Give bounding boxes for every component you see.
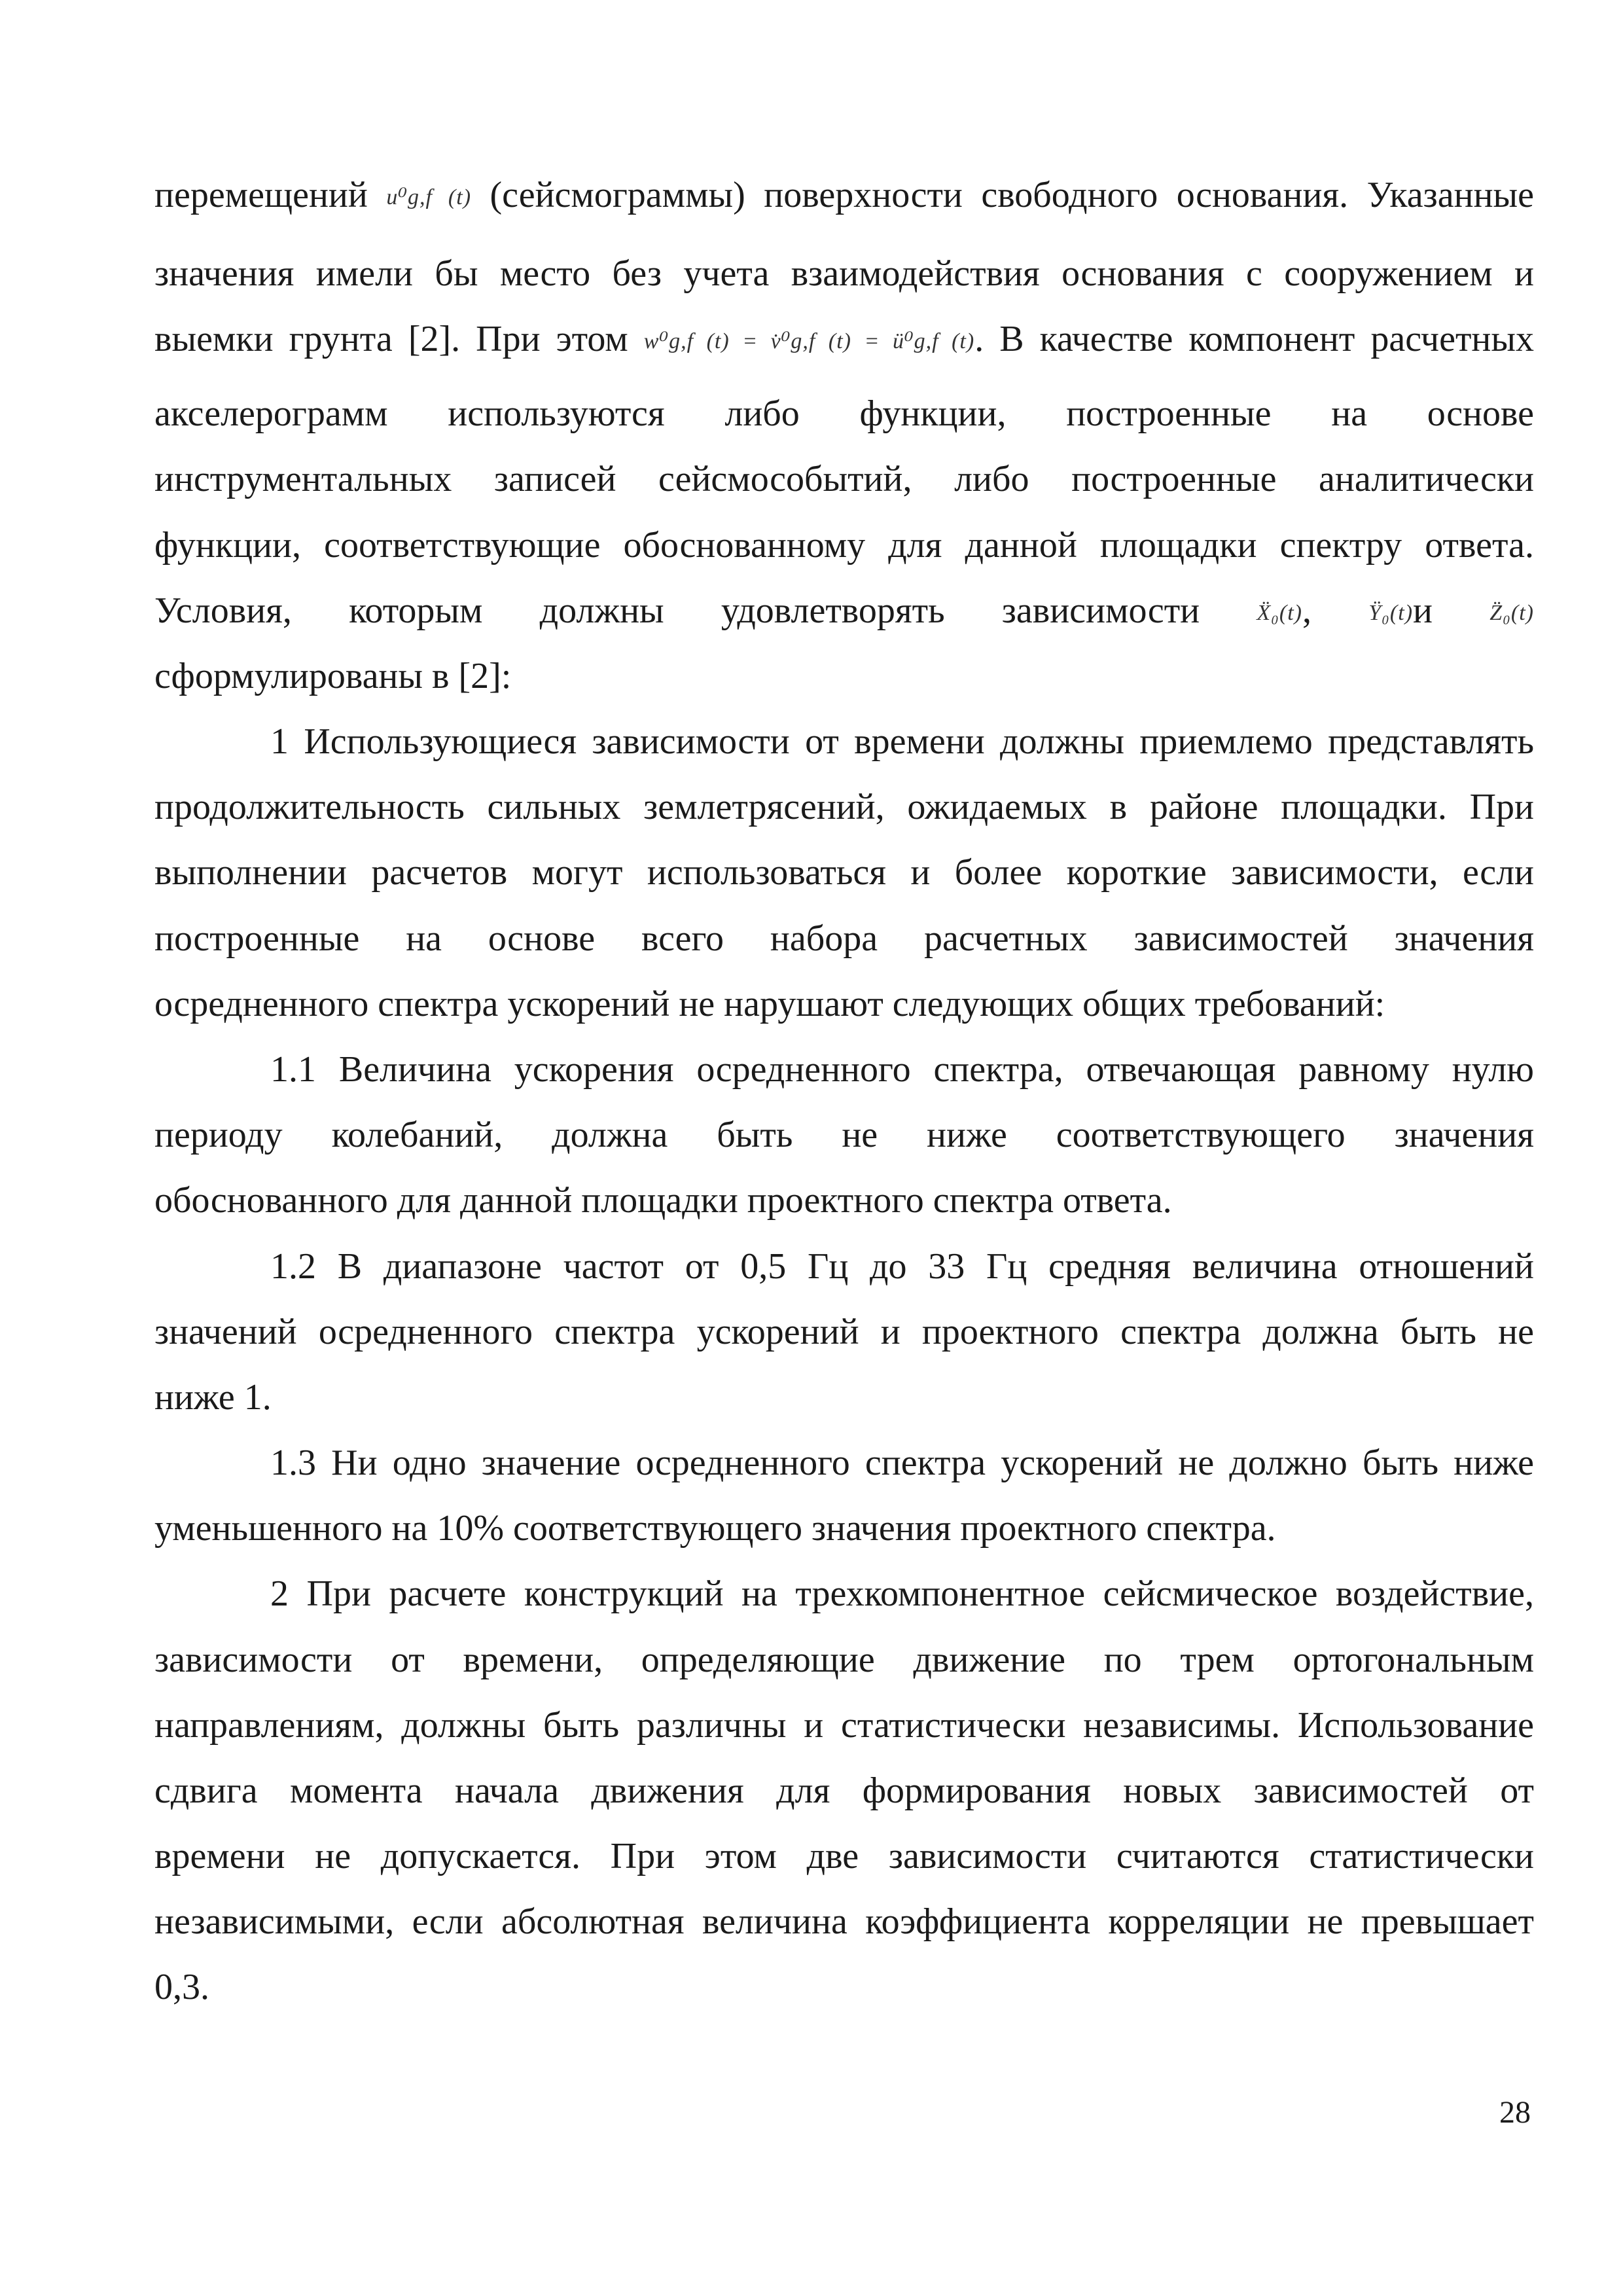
- text-line-12: построенные на основе всего набора расчетных зависимостей значения: [154, 918, 1534, 959]
- text-line-1: [154, 171, 1534, 219]
- text-line-15: периоду колебаний, должна быть не ниже соответствующего значения: [154, 1115, 1534, 1155]
- text-line-26: времени не допускается. При этом две зависимости считаются статистически: [154, 1836, 1534, 1876]
- text-line-3: [154, 315, 1534, 363]
- text-line-25: сдвига момента начала движения для формирования новых зависимостей от: [154, 1770, 1534, 1811]
- text-fragment: . В качестве компонент расчетных: [974, 319, 1535, 359]
- text-fragment: Условия, которым должны удовлетворять зависимости: [154, 590, 1200, 631]
- text-line-18: значений осредненного спектра ускорений и проектного спектра должна быть не: [154, 1312, 1534, 1352]
- text-line-6: функции, соответствующие обоснованному для данной площадки спектру ответа.: [154, 525, 1534, 565]
- text-line-7: [154, 587, 1534, 634]
- formula-w-equation: w⁰g,f (t) = v̇⁰g,f (t) = ü⁰g,f (t): [643, 329, 975, 353]
- text-line-17: 1.2 В диапазоне частот от 0,5 Гц до 33 Гц средняя величина отношений: [270, 1246, 1534, 1287]
- text-line-9: 1 Использующиеся зависимости от времени должны приемлемо представлять: [270, 721, 1534, 762]
- text-line-28: 0,3.: [154, 1967, 209, 2007]
- text-line-24: направлениям, должны быть различны и статистически независимы. Использование: [154, 1705, 1534, 1746]
- text-fragment: и: [1413, 590, 1433, 631]
- text-line-11: выполнении расчетов могут использоваться и более короткие зависимости, если: [154, 852, 1534, 893]
- text-fragment: ,: [1302, 590, 1312, 631]
- page-number: 28: [1499, 2095, 1531, 2130]
- formula-y0: Ÿ₀(t): [1368, 601, 1414, 625]
- text-line-10: продолжительность сильных землетрясений, ожидаемых в районе площадки. При: [154, 787, 1534, 827]
- formula-z0: Z̈₀(t): [1489, 601, 1535, 625]
- text-line-21: уменьшенного на 10% соответствующего значения проектного спектра.: [154, 1508, 1276, 1549]
- text-line-13: осредненного спектра ускорений не нарушают следующих общих требований:: [154, 984, 1385, 1024]
- formula-x0: Ẍ₀(t): [1257, 601, 1303, 625]
- text-fragment: выемки грунта [2]. При этом: [154, 319, 628, 359]
- text-line-8: сформулированы в [2]:: [154, 656, 512, 696]
- text-line-23: зависимости от времени, определяющие движение по трем ортогональным: [154, 1640, 1534, 1680]
- text-line-14: 1.1 Величина ускорения осредненного спектра, отвечающая равному нулю: [270, 1049, 1534, 1090]
- text-line-5: инструментальных записей сейсмособытий, либо построенные аналитически: [154, 459, 1534, 499]
- text-fragment: (сейсмограммы) поверхности свободного основания. Указанные: [490, 175, 1535, 215]
- text-line-22: 2 При расчете конструкций на трехкомпонентное сейсмическое воздействие,: [270, 1573, 1534, 1614]
- formula-u-g-f: u⁰g,f (t): [386, 185, 472, 209]
- text-line-4: акселерограмм используются либо функции, построенные на основе: [154, 393, 1534, 434]
- text-line-2: значения имели бы место без учета взаимодействия основания с сооружением и: [154, 253, 1534, 294]
- text-line-27: независимыми, если абсолютная величина коэффициента корреляции не превышает: [154, 1901, 1534, 1942]
- text-line-16: обоснованного для данной площадки проектного спектра ответа.: [154, 1180, 1172, 1221]
- text-line-19: ниже 1.: [154, 1377, 272, 1418]
- text-line-20: 1.3 Ни одно значение осредненного спектра ускорений не должно быть ниже: [270, 1443, 1534, 1483]
- text-fragment: перемещений: [154, 175, 368, 215]
